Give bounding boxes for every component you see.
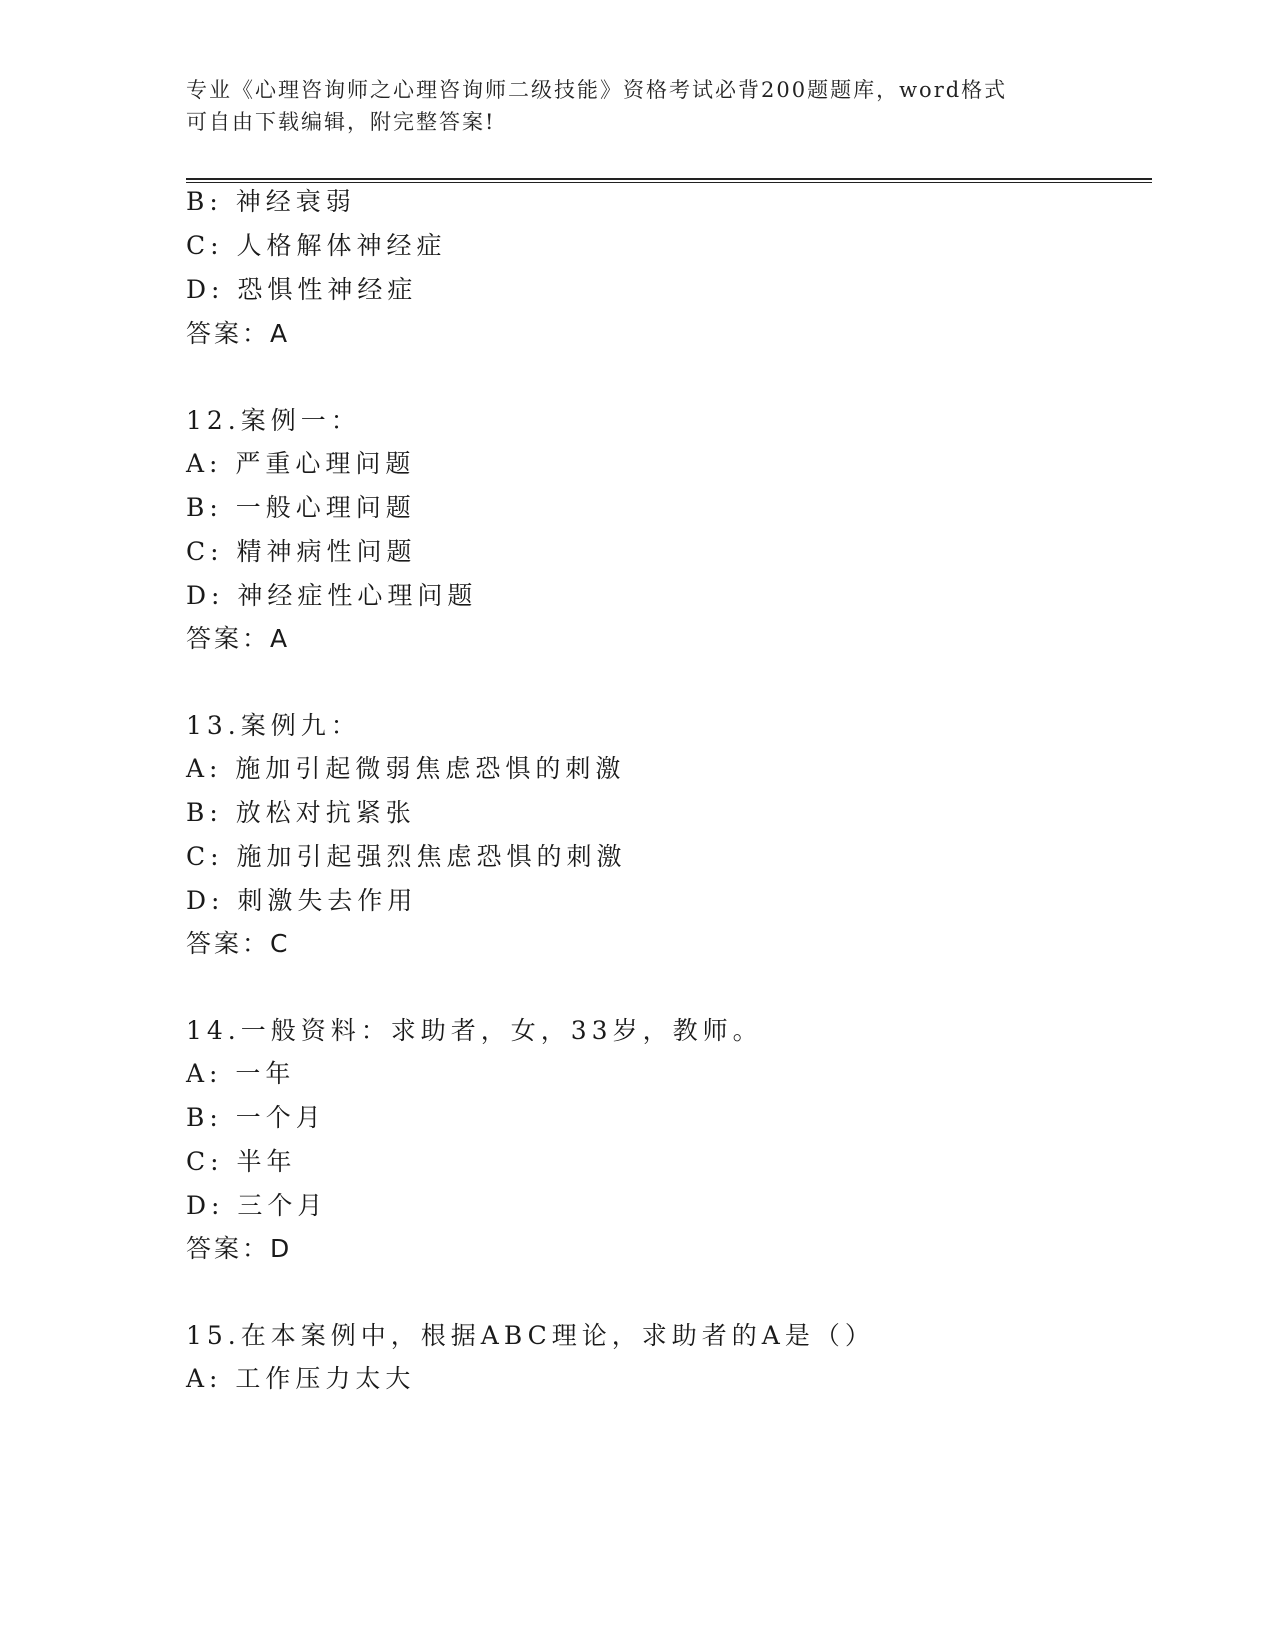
- question-title: 13.案例九：: [186, 711, 361, 740]
- answer-line: 答案：D: [186, 1234, 293, 1263]
- option-b: B: 一个月: [186, 1103, 326, 1132]
- header-line-1: 专业《心理咨询师之心理咨询师二级技能》资格考试必背200题题库，word格式: [186, 78, 1008, 102]
- option-b: B: 放松对抗紧张: [186, 798, 416, 827]
- option-c: C: 施加引起强烈焦虑恐惧的刺激: [186, 842, 627, 871]
- option-a: A: 严重心理问题: [186, 449, 416, 478]
- question-title: 12.案例一：: [186, 406, 361, 435]
- question-title: 15.在本案例中，根据ABC理论，求助者的A是（）: [186, 1321, 875, 1350]
- answer-line: 答案：C: [186, 929, 291, 958]
- option-a: A: 工作压力太大: [186, 1364, 416, 1393]
- answer-line: 答案：A: [186, 319, 291, 348]
- header-divider: [186, 178, 1152, 183]
- option-d: D: 恐惧性神经症: [186, 275, 418, 304]
- option-d: D: 刺激失去作用: [186, 886, 418, 915]
- option-c: C: 人格解体神经症: [186, 231, 447, 260]
- option-a: A: 一年: [186, 1059, 296, 1088]
- answer-line: 答案：A: [186, 624, 291, 653]
- document-header: [186, 74, 1086, 138]
- question-title: 14.一般资料：求助者，女，33岁，教师。: [186, 1016, 763, 1045]
- option-b: B: 一般心理问题: [186, 493, 416, 522]
- option-d: D: 三个月: [186, 1191, 328, 1220]
- option-d: D: 神经症性心理问题: [186, 581, 478, 610]
- option-b: B: 神经衰弱: [186, 187, 356, 216]
- option-c: C: 精神病性问题: [186, 537, 417, 566]
- header-line-2: 可自由下载编辑，附完整答案!: [186, 110, 496, 134]
- option-a: A: 施加引起微弱焦虑恐惧的刺激: [186, 754, 626, 783]
- option-c: C: 半年: [186, 1147, 297, 1176]
